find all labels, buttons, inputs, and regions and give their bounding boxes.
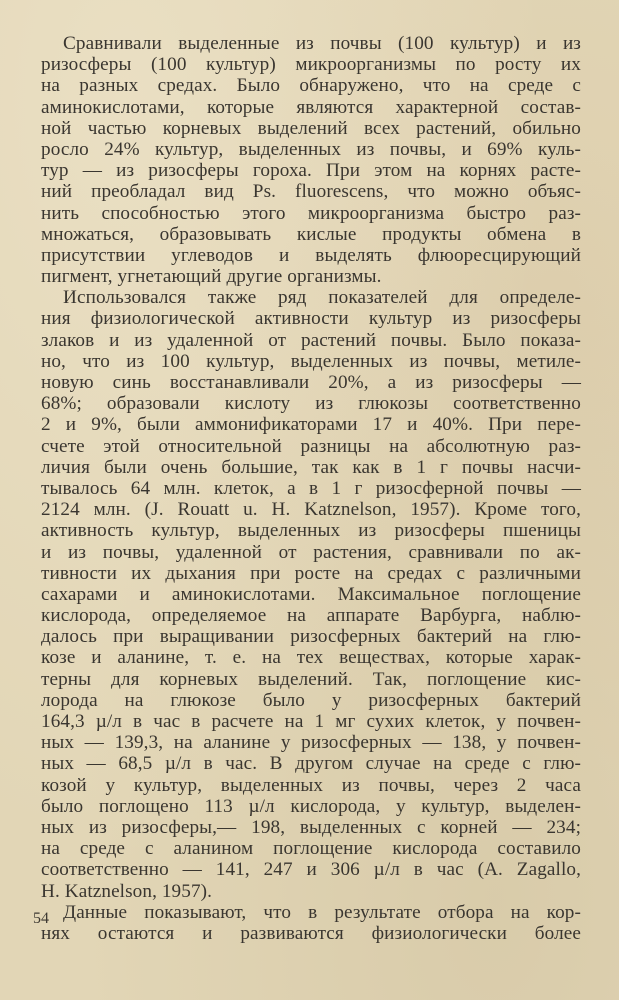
text-line: росло 24% культур, выделенных из почвы, и 69% куль- <box>41 138 581 160</box>
text-line: тывалось 64 млн. клеток, а в 1 г ризосферной почвы — <box>41 477 581 499</box>
text-line: на среде с аланином поглощение кислорода составило <box>41 838 581 860</box>
text-line: козой у культур, выделенных из почвы, через 2 часа <box>41 774 581 796</box>
text-line: терны для корневых выделений. Так, поглощение кис- <box>41 668 581 690</box>
text-line: ризосферы (100 культур) микроорганизмы по росту их <box>41 54 581 76</box>
text-line: 2124 млн. (J. Rouatt u. H. Katznelson, 1957). Кроме того, <box>41 499 581 521</box>
text-line: тур — из ризосферы гороха. При этом на корнях расте- <box>41 160 581 182</box>
page-number: 54 <box>33 910 49 927</box>
page-body <box>41 33 581 944</box>
text-line: новую синь восстанавливали 20%, а из ризосферы — <box>41 372 581 393</box>
text-line: присутствии углеводов и выделять флюоресцирующий <box>41 244 581 266</box>
text-line: нить способностью этого микроорганизма быстро раз- <box>41 202 581 224</box>
text-line: нях остаются и развиваются физиологически более <box>41 922 581 944</box>
text-line: кислорода, определяемое на аппарате Варбурга, наблю- <box>41 605 581 627</box>
text-line: ния физиологической активности культур из ризосферы <box>41 308 581 330</box>
text-line: сахарами и аминокислотами. Максимальное поглощение <box>41 583 581 605</box>
text-line: счете этой относительной разницы на абсолютную раз- <box>41 435 581 457</box>
text-line: множаться, образовывать кислые продукты обмена в <box>41 223 581 245</box>
text-line: Данные показывают, что в результате отбора на кор- <box>63 901 581 923</box>
text-line: соответственно — 141, 247 и 306 µ/л в час (A. Zagallo, <box>41 859 581 881</box>
text-line: Использовался также ряд показателей для определе- <box>63 287 581 309</box>
text-line: личия были очень большие, так как в 1 г почвы насчи- <box>41 456 581 478</box>
text-line: тивности их дыхания при росте на средах с различными <box>41 562 581 584</box>
text-line: пигмент, угнетающий другие организмы. <box>41 266 382 288</box>
text-line: и из почвы, удаленной от растения, сравнивали по ак- <box>41 541 581 563</box>
text-line: но, что из 100 культур, выделенных из почвы, метиле- <box>41 350 581 372</box>
text-line: было поглощено 113 µ/л кислорода, у культур, выделен- <box>41 795 581 817</box>
text-line: 164,3 µ/л в час в расчете на 1 мг сухих клеток, у почвен- <box>41 711 581 732</box>
text-line: козе и аланине, т. е. на тех веществах, которые харак- <box>41 647 581 669</box>
text-line: H. Katznelson, 1957). <box>41 880 213 902</box>
text-line: ний преобладал вид Ps. fluorescens, что можно объяс- <box>41 181 581 203</box>
text-line: ной частью корневых выделений всех растений, обильно <box>41 117 581 139</box>
paragraph-1 <box>41 33 581 287</box>
text-line: ных из ризосферы,— 198, выделенных с корней — 234; <box>41 816 581 838</box>
text-line: 68%; образовали кислоту из глюкозы соответственно <box>41 393 581 415</box>
text-line: активность культур, выделенных из ризосферы пшеницы <box>41 520 581 542</box>
text-line: Сравнивали выделенные из почвы (100 культур) и из <box>63 33 581 54</box>
text-line: лорода на глюкозе было у ризосферных бактерий <box>41 689 581 711</box>
text-line: далось при выращивании ризосферных бактерий на глю- <box>41 626 581 648</box>
text-line: 2 и 9%, были аммонификаторами 17 и 40%. При пере- <box>41 414 581 436</box>
text-line: ных — 139,3, на аланине у ризосферных — 138, у почвен- <box>41 732 581 754</box>
text-line: на разных средах. Было обнаружено, что на среде с <box>41 75 581 97</box>
paragraph-3 <box>41 902 581 944</box>
paragraph-2 <box>41 287 581 901</box>
text-line: злаков и из удаленной от растений почвы. Было показа- <box>41 329 581 351</box>
text-line: аминокислотами, которые являются характерной состав- <box>41 96 581 118</box>
text-line: ных — 68,5 µ/л в час. В другом случае на среде с глю- <box>41 753 581 775</box>
